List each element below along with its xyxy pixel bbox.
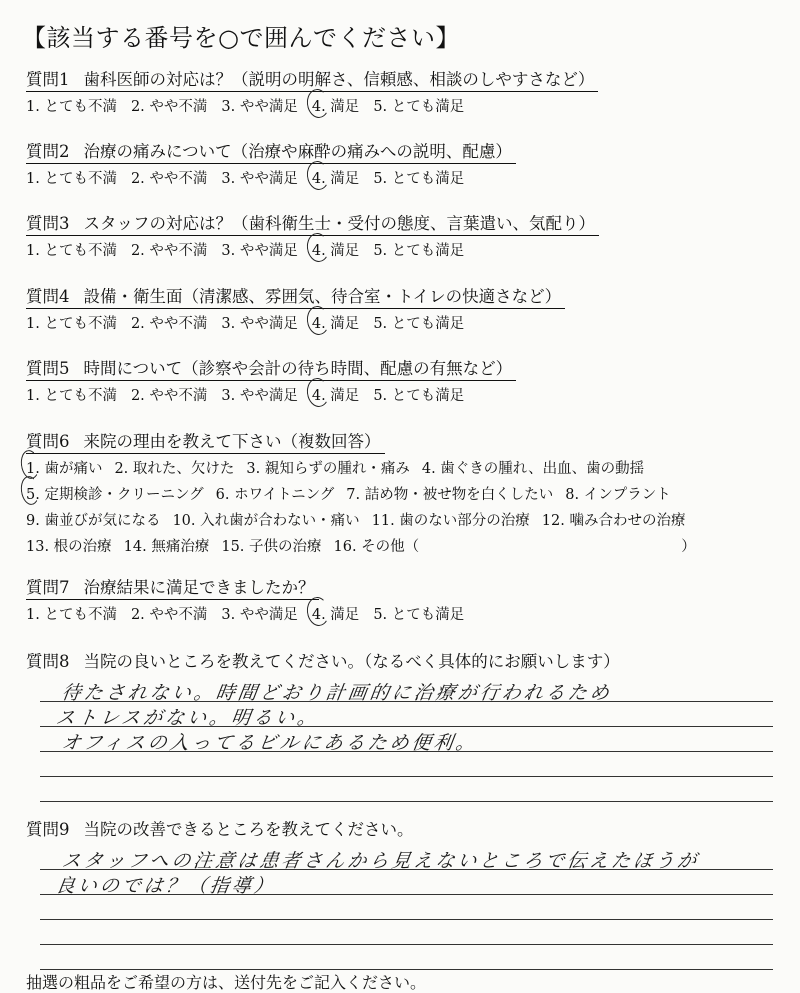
question-6-row [26, 534, 786, 560]
question-6-option[interactable]: 12. 噛み合わせの治療 [541, 513, 686, 529]
page-title: 【該当する番号を○で囲んでください】 [22, 24, 460, 52]
answer-line [40, 801, 773, 802]
question-2-selected-circle [305, 160, 331, 192]
question-8-answer-area[interactable] [26, 677, 786, 807]
question-7-option-3[interactable]: 3. やや満足 [221, 607, 298, 623]
question-6-option[interactable]: 16. その他（ [333, 539, 420, 555]
question-6-row [26, 456, 786, 482]
question-4-options [26, 312, 786, 333]
question-6-option[interactable]: 5. 定期検診・クリーニング [26, 482, 204, 508]
question-6-option[interactable]: 14. 無痛治療 [123, 539, 210, 555]
question-6-option[interactable]: 2. 取れた、欠けた [114, 461, 235, 477]
question-6-option[interactable]: 6. ホワイトニング [215, 487, 335, 503]
handwritten-answer: スタッフへの注意は患者さんから見えないところで伝えたほうが [60, 850, 701, 872]
answer-line [40, 944, 773, 945]
question-6-heading: 質問6 来院の理由を教えて下さい（複数回答） [26, 428, 385, 454]
question-2-heading: 質問2 治療の痛みについて（治療や麻酔の痛みへの説明、配慮） [26, 138, 516, 164]
question-6-option[interactable]: 15. 子供の治療 [221, 539, 322, 555]
question-1-option-3[interactable]: 3. やや満足 [221, 99, 298, 115]
question-7-selected-circle [305, 596, 331, 628]
question-3-option-2[interactable]: 2. やや不満 [130, 243, 208, 259]
handwritten-answer: 良いのでは？（指導） [54, 875, 278, 897]
question-7-heading: 質問7 治療結果に満足できましたか？ [26, 574, 319, 600]
question-1-options [26, 95, 786, 116]
question-2-option-4[interactable]: 4. 満足 [312, 167, 359, 188]
question-5-option-5[interactable]: 5. とても満足 [373, 388, 465, 404]
question-1-option-1[interactable]: 1. とても不満 [26, 99, 117, 115]
question-5-options [26, 384, 786, 405]
question-9-heading: 質問9 当院の改善できるところを教えてください。 [26, 820, 414, 839]
question-3-option-1[interactable]: 1. とても不満 [26, 243, 117, 259]
question-2-option-2[interactable]: 2. やや不満 [130, 171, 208, 187]
question-2-option-1[interactable]: 1. とても不満 [26, 171, 117, 187]
question-6-option[interactable]: 3. 親知らずの腫れ・痛み [246, 461, 410, 477]
handwritten-answer: オフィスの入ってるビルにあるため便利。 [60, 732, 480, 754]
question-8 [26, 648, 786, 807]
question-5-option-2[interactable]: 2. やや不満 [130, 388, 208, 404]
question-6-option[interactable]: 11. 歯のない部分の治療 [371, 513, 530, 529]
question-3 [26, 210, 786, 260]
question-5-option-1[interactable]: 1. とても不満 [26, 388, 117, 404]
question-4-option-1[interactable]: 1. とても不満 [26, 316, 117, 332]
question-3-heading: 質問3 スタッフの対応は？（歯科衛生士・受付の態度、言葉遣い、気配り） [26, 210, 599, 236]
question-1-option-4[interactable]: 4. 満足 [312, 95, 359, 116]
question-3-option-5[interactable]: 5. とても満足 [373, 243, 465, 259]
answer-line [40, 776, 773, 777]
answer-line [40, 919, 773, 920]
question-5-selected-circle [305, 377, 331, 409]
question-7-option-2[interactable]: 2. やや不満 [130, 607, 208, 623]
handwritten-answer: 待たされない。時間どおり計画的に治療が行われるため [60, 682, 614, 704]
question-7-options [26, 603, 786, 624]
question-2-option-3[interactable]: 3. やや満足 [221, 171, 298, 187]
handwritten-answer: ストレスがない。明るい。 [54, 707, 321, 729]
question-1 [26, 66, 786, 116]
question-5-option-4[interactable]: 4. 満足 [312, 384, 359, 405]
question-6-option[interactable]: 8. インプラント [565, 487, 671, 503]
question-6-options [26, 456, 786, 560]
question-3-selected-circle [305, 232, 331, 264]
question-8-heading: 質問8 当院の良いところを教えてください。（なるべく具体的にお願いします） [26, 652, 620, 671]
question-3-options [26, 239, 786, 260]
question-4-selected-circle [305, 305, 331, 337]
question-6-option[interactable]: 1. 歯が痛い [26, 456, 102, 482]
question-7-option-5[interactable]: 5. とても満足 [373, 607, 465, 623]
question-3-option-3[interactable]: 3. やや満足 [221, 243, 298, 259]
question-6-option[interactable]: 7. 詰め物・被せ物を白くしたい [346, 487, 554, 503]
question-7-option-1[interactable]: 1. とても不満 [26, 607, 117, 623]
question-6-option[interactable]: 13. 根の治療 [26, 539, 112, 555]
question-4-heading: 質問4 設備・衛生面（清潔感、雰囲気、待合室・トイレの快適さなど） [26, 283, 565, 309]
question-1-selected-circle [305, 88, 331, 120]
question-6-option[interactable]: 9. 歯並びが気になる [26, 513, 161, 529]
question-7-option-4[interactable]: 4. 満足 [312, 603, 359, 624]
question-4-option-2[interactable]: 2. やや不満 [130, 316, 208, 332]
question-4-option-5[interactable]: 5. とても満足 [373, 316, 465, 332]
question-2 [26, 138, 786, 188]
question-4 [26, 283, 786, 333]
question-6-row [26, 508, 786, 534]
question-5-option-3[interactable]: 3. やや満足 [221, 388, 298, 404]
other-close-paren: ） [681, 539, 696, 555]
question-6-option[interactable]: 4. 歯ぐきの腫れ、出血、歯の動揺 [421, 461, 645, 477]
question-2-options [26, 167, 786, 188]
question-5-heading: 質問5 時間について（診察や会計の待ち時間、配慮の有無など） [26, 355, 516, 381]
question-9 [26, 816, 786, 975]
question-6-option[interactable]: 10. 入れ歯が合わない・痛い [172, 513, 360, 529]
question-4-option-4[interactable]: 4. 満足 [312, 312, 359, 333]
question-1-option-5[interactable]: 5. とても満足 [373, 99, 465, 115]
question-6 [26, 428, 786, 560]
question-1-heading: 質問1 歯科医師の対応は？（説明の明解さ、信頼感、相談のしやすさなど） [26, 66, 598, 92]
question-9-answer-area[interactable] [26, 845, 786, 975]
question-1-option-2[interactable]: 2. やや不満 [130, 99, 208, 115]
question-7 [26, 574, 786, 624]
question-3-option-4[interactable]: 4. 満足 [312, 239, 359, 260]
question-5 [26, 355, 786, 405]
footer-note: 抽選の粗品をご希望の方は、送付先をご記入ください。 [26, 973, 427, 992]
question-2-option-5[interactable]: 5. とても満足 [373, 171, 465, 187]
question-4-option-3[interactable]: 3. やや満足 [221, 316, 298, 332]
question-6-row [26, 482, 786, 508]
